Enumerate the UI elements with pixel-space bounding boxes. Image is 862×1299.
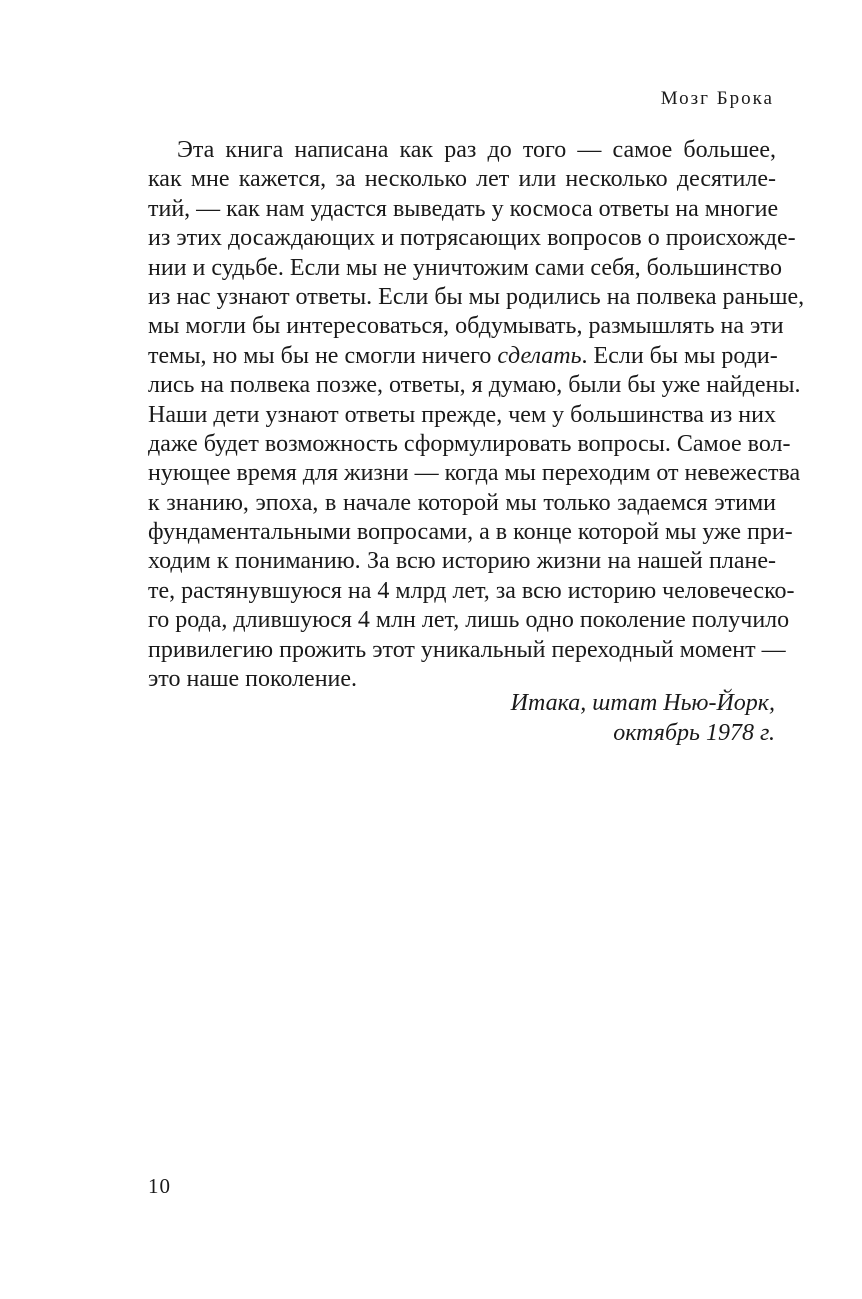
text-segment: темы, но мы бы не смогли ничего bbox=[148, 342, 492, 369]
text-line: нии и судьбе. Если мы не уничтожим сами себя, большинство bbox=[148, 254, 782, 281]
text-line: нующее время для жизни — когда мы переходим от невежества bbox=[148, 460, 801, 487]
text-line: ходим к пониманию. За всю историю жизни на нашей плане- bbox=[148, 548, 776, 575]
text-line: даже будет возможность сформулировать вопросы. Самое вол- bbox=[148, 430, 791, 457]
page-number: 10 bbox=[148, 1174, 171, 1198]
body-paragraph bbox=[148, 136, 805, 694]
text-line: те, растянувшуюся на 4 млрд лет, за всю историю человеческо- bbox=[148, 577, 795, 604]
text-line: к знанию, эпоха, в начале которой мы только задаемся этими bbox=[148, 489, 776, 516]
text-line: привилегию прожить этот уникальный переходный момент — bbox=[148, 636, 786, 663]
text-line: тий, — как нам удастся выведать у космоса ответы на многие bbox=[148, 195, 779, 222]
signature-place: Итака, штат Нью-Йорк, bbox=[510, 690, 775, 716]
text-line: как мне кажется, за несколько лет или несколько десятиле- bbox=[148, 166, 776, 193]
text-segment: . Если бы мы роди- bbox=[581, 342, 778, 369]
text-line-with-italic bbox=[148, 342, 776, 371]
text-line: Эта книга написана как раз до того — самое большее, bbox=[177, 137, 776, 163]
text-line: мы могли бы интересоваться, обдумывать, размышлять на эти bbox=[148, 313, 784, 340]
running-header: Мозг Брока bbox=[660, 88, 774, 109]
text-line: это наше поколение. bbox=[148, 666, 358, 693]
text-line: лись на полвека позже, ответы, я думаю, были бы уже найдены. bbox=[148, 372, 801, 399]
signature-date: октябрь 1978 г. bbox=[613, 720, 775, 746]
text-line: фундаментальными вопросами, а в конце которой мы уже при- bbox=[148, 519, 793, 546]
italic-emphasis: сделать bbox=[497, 342, 582, 369]
text-line: из этих досаждающих и потрясающих вопросов о происхожде- bbox=[148, 225, 796, 252]
text-line: го рода, длившуюся 4 млн лет, лишь одно поколение получило bbox=[148, 607, 790, 634]
text-line: Наши дети узнают ответы прежде, чем у большинства из них bbox=[148, 401, 776, 428]
text-line: из нас узнают ответы. Если бы мы родились на полвека раньше, bbox=[148, 283, 805, 310]
signature-block bbox=[511, 688, 775, 748]
